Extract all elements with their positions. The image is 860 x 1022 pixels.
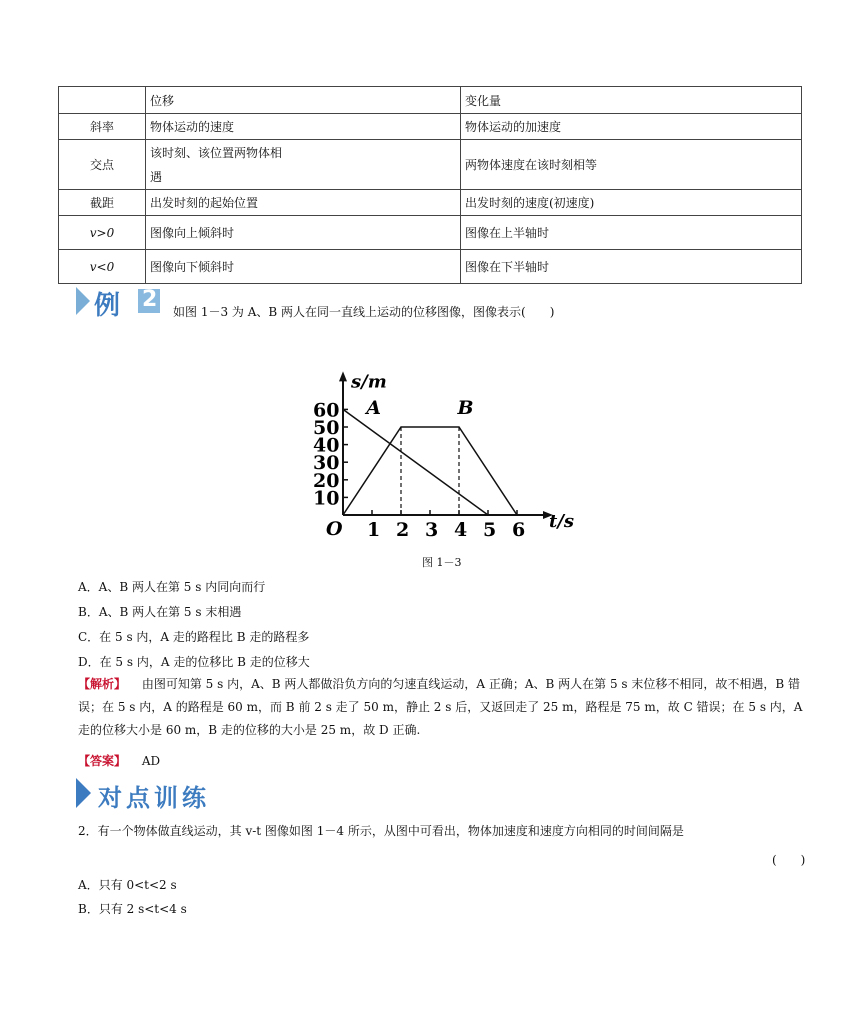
table-cell: 截距 — [59, 190, 146, 216]
table-row — [59, 114, 802, 140]
example-badge-text: 例 — [94, 291, 121, 321]
table-cell: 出发时刻的速度(初速度) — [461, 190, 802, 216]
y-tick-label: 40 — [313, 434, 340, 457]
table-cell: 图像在上半轴时 — [461, 216, 802, 250]
table-cell: 两物体速度在该时刻相等 — [461, 140, 802, 190]
series-line-b — [343, 427, 517, 515]
table-cell: 图像在下半轴时 — [461, 250, 802, 284]
x-tick-label: 6 — [512, 519, 526, 541]
answer-text: AD — [141, 754, 161, 768]
analysis-text: 由图可知第 5 s 内，A、B 两人都做沿负方向的匀速直线运动，A 正确；A、B 两人在第 5 s 末位移不相同，故不相遇，B 错误；在 5 s 内，A 的路程是 60 m，而 B 前 2 s 走了 50 m，静止 2 s 后，又返回走了 25 m，路程是 75 m，故 C 错误；在 5 s 内，A 走的位移大小是 60 m，B 走的位移的大小是 25 m，故 D 正确. — [78, 677, 803, 737]
x-axis-label: t/s — [549, 511, 575, 532]
question-2-option-b: B．只有 2 s<t<4 s — [78, 902, 187, 916]
table-row — [59, 140, 802, 190]
table-cell: 出发时刻的起始位置 — [146, 190, 461, 216]
x-tick-label: 5 — [483, 519, 497, 541]
analysis-block — [78, 673, 813, 742]
series-line-a — [343, 409, 488, 515]
y-tick-label: 30 — [313, 452, 340, 475]
analysis-label: 【解析】 — [78, 677, 127, 691]
comparison-table — [58, 86, 802, 284]
table-row — [59, 216, 802, 250]
table-cell: v>0 — [59, 216, 146, 250]
series-label-a: A — [366, 396, 381, 419]
table-cell: 交点 — [59, 140, 146, 190]
series-label-b: B — [457, 396, 474, 419]
example-badge-number: 2 — [142, 287, 158, 312]
x-tick-label: 1 — [367, 519, 381, 541]
y-tick-label: 60 — [313, 399, 340, 422]
training-title: 对点训练 — [98, 784, 210, 812]
x-tick-label: 2 — [396, 519, 410, 541]
answer-label: 【答案】 — [78, 754, 127, 768]
table-cell: 斜率 — [59, 114, 146, 140]
example-badge — [76, 287, 160, 321]
question-2-paren: ( ) — [772, 853, 806, 867]
question-2: 2．有一个物体做直线运动，其 v-t 图像如图 1－4 所示，从图中可看出，物体加速度和速度方向相同的时间间隔是 — [78, 824, 684, 838]
table-cell: 变化量 — [461, 87, 802, 114]
option-d: D．在 5 s 内，A 走的位移比 B 走的位移大 — [78, 655, 310, 669]
table-cell — [59, 87, 146, 114]
table-cell: v<0 — [59, 250, 146, 284]
table-cell: 图像向上倾斜时 — [146, 216, 461, 250]
table-header-row — [59, 87, 802, 114]
option-a: A．A、B 两人在第 5 s 内同向而行 — [78, 580, 266, 594]
y-tick-label: 10 — [313, 487, 340, 510]
table-row — [59, 190, 802, 216]
table-cell: 位移 — [146, 87, 461, 114]
x-tick-label: 4 — [454, 519, 468, 541]
x-tick-label: 3 — [425, 519, 439, 541]
answer-block — [78, 752, 160, 769]
question-2-option-a: A．只有 0<t<2 s — [78, 878, 177, 892]
example-question: 如图 1－3 为 A、B 两人在同一直线上运动的位移图像，图像表示( ) — [173, 305, 555, 319]
table-cell: 物体运动的加速度 — [461, 114, 802, 140]
option-c: C．在 5 s 内，A 走的路程比 B 走的路程多 — [78, 630, 310, 644]
y-tick-label: 20 — [313, 469, 340, 492]
table-cell: 物体运动的速度 — [146, 114, 461, 140]
table-cell: 该时刻、该位置两物体相遇 — [146, 140, 461, 190]
table-row — [59, 250, 802, 284]
y-axis-arrow — [339, 371, 347, 381]
position-time-chart — [300, 335, 575, 547]
y-axis-label: s/m — [351, 371, 387, 393]
option-b: B．A、B 两人在第 5 s 末相遇 — [78, 605, 242, 619]
y-tick-label: 50 — [313, 417, 340, 439]
origin-label: O — [326, 518, 343, 540]
figure-caption: 图 1－3 — [422, 556, 462, 569]
table-cell: 图像向下倾斜时 — [146, 250, 461, 284]
training-banner — [76, 778, 246, 812]
